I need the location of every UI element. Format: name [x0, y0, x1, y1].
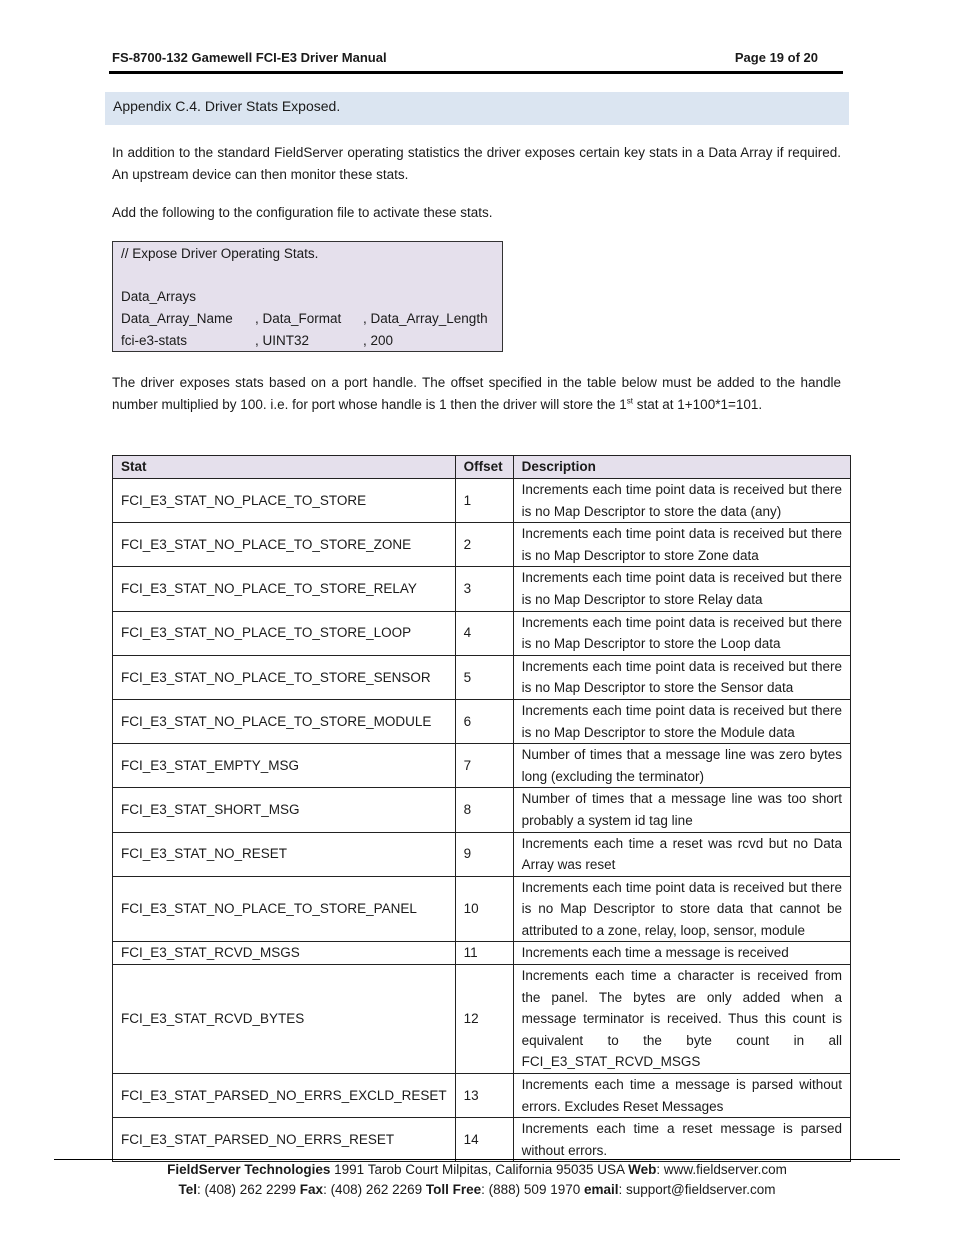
footer-fax: : (408) 262 2269 [323, 1182, 426, 1197]
footer-web-label: Web [628, 1162, 657, 1177]
table-row [113, 611, 851, 655]
config-header-length: , Data_Array_Length [363, 311, 488, 327]
stat-cell: FCI_E3_STAT_NO_PLACE_TO_STORE_RELAY [113, 567, 456, 611]
table-row [113, 567, 851, 611]
description-cell: Increments each time point data is received but there is no Map Descriptor to store Zone data [513, 523, 850, 567]
instruction-paragraph: Add the following to the configuration file to activate these stats. [112, 205, 493, 220]
config-code-box [112, 241, 503, 352]
description-cell: Increments each time point data is received but there is no Map Descriptor to store the Sensor data [513, 655, 850, 699]
table-row [113, 699, 851, 743]
config-comment: // Expose Driver Operating Stats. [121, 246, 319, 261]
stat-cell: FCI_E3_STAT_NO_PLACE_TO_STORE [113, 479, 456, 523]
footer-tel-label: Tel [178, 1182, 197, 1197]
description-cell: Increments each time a message is received [513, 942, 850, 965]
description-cell: Number of times that a message line was too short probably a system id tag line [513, 788, 850, 832]
description-cell: Increments each time a character is received from the panel. The bytes are only added when a message terminator is received. Thus this count is equivalent to the byte count in all FCI_E3_STAT_RCVD_MSGS [513, 965, 850, 1074]
table-header-row [113, 456, 851, 479]
footer-line-2 [0, 1182, 954, 1197]
stat-cell: FCI_E3_STAT_RCVD_MSGS [113, 942, 456, 965]
footer-email-label: email [583, 1182, 619, 1197]
ordinal-superscript: st [626, 396, 634, 406]
description-cell: Increments each time a reset was rcvd but no Data Array was reset [513, 832, 850, 876]
description-cell: Increments each time a message is parsed without errors. Excludes Reset Messages [513, 1074, 850, 1118]
config-value-row [121, 330, 494, 352]
offset-cell: 3 [455, 567, 513, 611]
offset-cell: 11 [455, 942, 513, 965]
footer-divider [54, 1159, 900, 1160]
offset-cell: 10 [455, 876, 513, 942]
config-value-length: , 200 [363, 332, 394, 348]
description-cell: Increments each time point data is received but there is no Map Descriptor to store the data (any) [513, 479, 850, 523]
offset-cell: 4 [455, 611, 513, 655]
footer-line-1 [0, 1162, 954, 1177]
footer-tollfree-label: Toll Free [425, 1182, 482, 1197]
footer-fax-label: Fax [299, 1182, 324, 1197]
stats-table [112, 455, 851, 1162]
offset-text-end: stat at 1+100*1=101. [633, 397, 763, 412]
table-row [113, 744, 851, 788]
stat-cell: FCI_E3_STAT_PARSED_NO_ERRS_RESET [113, 1118, 456, 1162]
config-section: Data_Arrays [121, 289, 197, 305]
footer-web: : www.fieldserver.com [656, 1162, 787, 1177]
table-row [113, 965, 851, 1074]
offset-cell: 6 [455, 699, 513, 743]
offset-cell: 9 [455, 832, 513, 876]
footer-tel: : (408) 262 2299 [196, 1182, 300, 1197]
table-row [113, 479, 851, 523]
document-title: FS-8700-132 Gamewell FCI-E3 Driver Manual [112, 50, 387, 65]
table-row [113, 1118, 851, 1162]
offset-cell: 14 [455, 1118, 513, 1162]
offset-cell: 12 [455, 965, 513, 1074]
footer-address: 1991 Tarob Court Milpitas, California 95035 USA [330, 1162, 629, 1177]
offset-cell: 13 [455, 1074, 513, 1118]
offset-explanation-paragraph [112, 372, 841, 416]
stats-table-body [113, 479, 851, 1162]
header-stat: Stat [113, 456, 456, 479]
description-cell: Increments each time point data is received but there is no Map Descriptor to store the Module data [513, 699, 850, 743]
header-description: Description [513, 456, 850, 479]
stat-cell: FCI_E3_STAT_EMPTY_MSG [113, 744, 456, 788]
config-value-format: , UINT32 [255, 332, 310, 348]
stat-cell: FCI_E3_STAT_SHORT_MSG [113, 788, 456, 832]
config-value-name: fci-e3-stats [121, 332, 188, 348]
stat-cell: FCI_E3_STAT_NO_PLACE_TO_STORE_MODULE [113, 699, 456, 743]
stat-cell: FCI_E3_STAT_NO_PLACE_TO_STORE_ZONE [113, 523, 456, 567]
offset-cell: 8 [455, 788, 513, 832]
stat-cell: FCI_E3_STAT_NO_RESET [113, 832, 456, 876]
table-row [113, 788, 851, 832]
footer-tollfree: : (888) 509 1970 [481, 1182, 584, 1197]
header-divider [109, 71, 843, 74]
intro-paragraph: In addition to the standard FieldServer operating statistics the driver exposes certain key stats in a Data Array if required. An upstream device can then monitor these stats. [112, 145, 841, 182]
stat-cell: FCI_E3_STAT_PARSED_NO_ERRS_EXCLD_RESET [113, 1074, 456, 1118]
config-header-format: , Data_Format [255, 311, 342, 327]
offset-text-start: The driver exposes stats based on a port handle. The offset specified in the table below must be added to the handle number multiplied by 100. i.e. for port whose handle is 1 then the driver will store the 1 [112, 375, 841, 412]
config-header-row [121, 308, 494, 330]
offset-cell: 2 [455, 523, 513, 567]
offset-cell: 1 [455, 479, 513, 523]
offset-cell: 5 [455, 655, 513, 699]
description-cell: Increments each time point data is received but there is no Map Descriptor to store the Loop data [513, 611, 850, 655]
offset-cell: 7 [455, 744, 513, 788]
page-number: Page 19 of 20 [734, 50, 818, 65]
config-blank-line [121, 265, 494, 287]
stat-cell: FCI_E3_STAT_RCVD_BYTES [113, 965, 456, 1074]
description-cell: Number of times that a message line was zero bytes long (excluding the terminator) [513, 744, 850, 788]
description-cell: Increments each time point data is received but there is no Map Descriptor to store Relay data [513, 567, 850, 611]
table-row [113, 655, 851, 699]
description-cell: Increments each time point data is received but there is no Map Descriptor to store data that cannot be attributed to a zone, relay, loop, sensor, module [513, 876, 850, 942]
table-row [113, 876, 851, 942]
header-offset: Offset [455, 456, 513, 479]
stat-cell: FCI_E3_STAT_NO_PLACE_TO_STORE_PANEL [113, 876, 456, 942]
stat-cell: FCI_E3_STAT_NO_PLACE_TO_STORE_LOOP [113, 611, 456, 655]
table-row [113, 1074, 851, 1118]
table-row [113, 942, 851, 965]
page-header [112, 50, 818, 70]
footer-company: FieldServer Technologies [167, 1162, 331, 1177]
table-row [113, 523, 851, 567]
description-cell: Increments each time a reset message is parsed without errors. [513, 1118, 850, 1162]
footer-email: : support@fieldserver.com [618, 1182, 776, 1197]
table-row [113, 832, 851, 876]
section-heading: Appendix C.4. Driver Stats Exposed. [105, 92, 849, 125]
config-header-name: Data_Array_Name [121, 311, 233, 327]
stat-cell: FCI_E3_STAT_NO_PLACE_TO_STORE_SENSOR [113, 655, 456, 699]
